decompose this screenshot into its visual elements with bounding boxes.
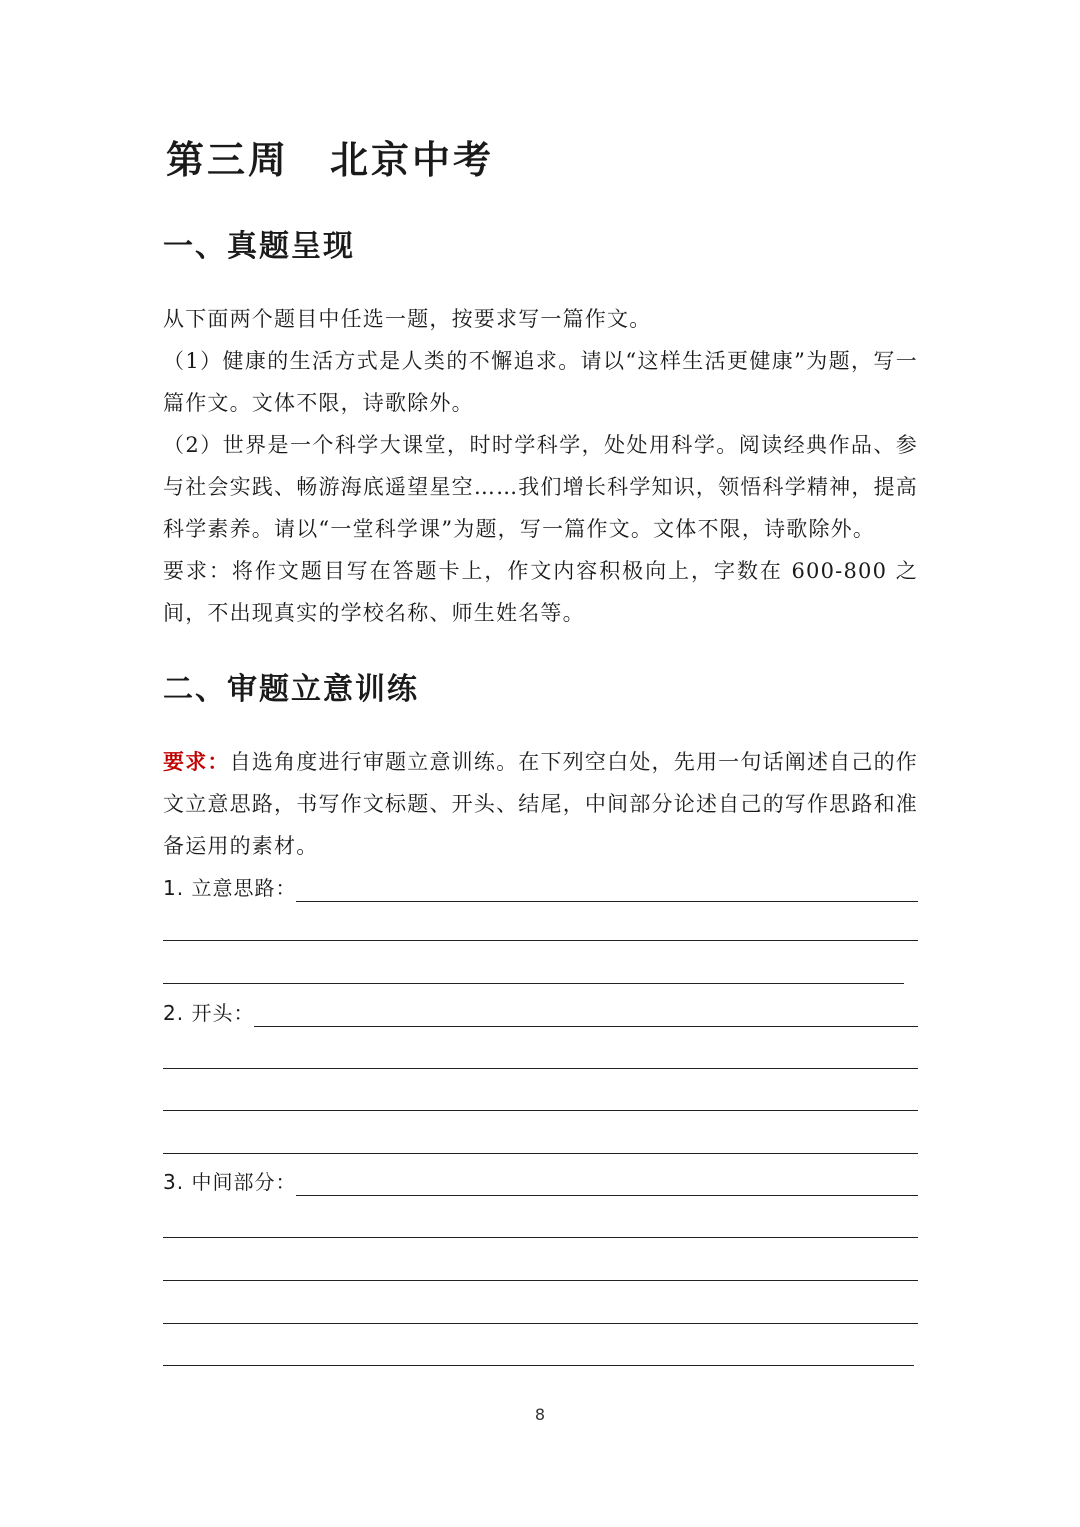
exam-topic-2: （2）世界是一个科学大课堂，时时学科学，处处用科学。阅读经典作品、参与社会实践、畅游海底遥望星空……我们增长科学知识，领悟科学精神，提高科学素养。请以“一堂科学课”为题，写一篇作文。文体不限，诗歌除外。 [163, 433, 918, 541]
body-write-line-2[interactable] [163, 1237, 918, 1238]
idea-field-row [163, 872, 918, 902]
training-requirement [163, 741, 918, 867]
exam-intro: 从下面两个题目中任选一题，按要求写一篇作文。 [163, 307, 652, 331]
opening-write-line-3[interactable] [163, 1110, 918, 1111]
opening-field-label: 2. 开头： [163, 1001, 255, 1025]
opening-write-line[interactable] [254, 1026, 918, 1027]
body-write-line-3[interactable] [163, 1280, 918, 1281]
idea-field-label: 1. 立意思路： [163, 876, 297, 900]
idea-write-line-2[interactable] [163, 940, 918, 941]
body-write-line-4[interactable] [163, 1323, 918, 1324]
requirement-label: 要求： [163, 749, 230, 774]
page-title: 第三周 北京中考 [166, 137, 495, 182]
requirement-text: 自选角度进行审题立意训练。在下列空白处，先用一句话阐述自己的作文立意思路，书写作文标题、开头、结尾，中间部分论述自己的写作思路和准备运用的素材。 [163, 750, 918, 858]
opening-field-row [163, 997, 918, 1027]
idea-write-line[interactable] [296, 901, 918, 902]
section-heading-past-exam: 一、真题呈现 [163, 229, 355, 264]
section-heading-training: 二、审题立意训练 [163, 672, 419, 707]
opening-write-line-4[interactable] [163, 1153, 918, 1154]
opening-write-line-2[interactable] [163, 1068, 918, 1069]
body-field-label: 3. 中间部分： [163, 1170, 297, 1194]
idea-write-line-3[interactable] [163, 983, 904, 984]
body-field-row [163, 1166, 918, 1196]
body-write-line-5[interactable] [163, 1365, 914, 1366]
exam-question-block [163, 298, 918, 634]
body-write-line[interactable] [296, 1195, 918, 1196]
exam-topic-1: （1）健康的生活方式是人类的不懈追求。请以“这样生活更健康”为题，写一篇作文。文体不限，诗歌除外。 [163, 349, 918, 415]
exam-requirement: 要求：将作文题目写在答题卡上，作文内容积极向上，字数在 600-800 之间，不出现真实的学校名称、师生姓名等。 [163, 559, 918, 625]
page-number: 8 [534, 1405, 546, 1424]
